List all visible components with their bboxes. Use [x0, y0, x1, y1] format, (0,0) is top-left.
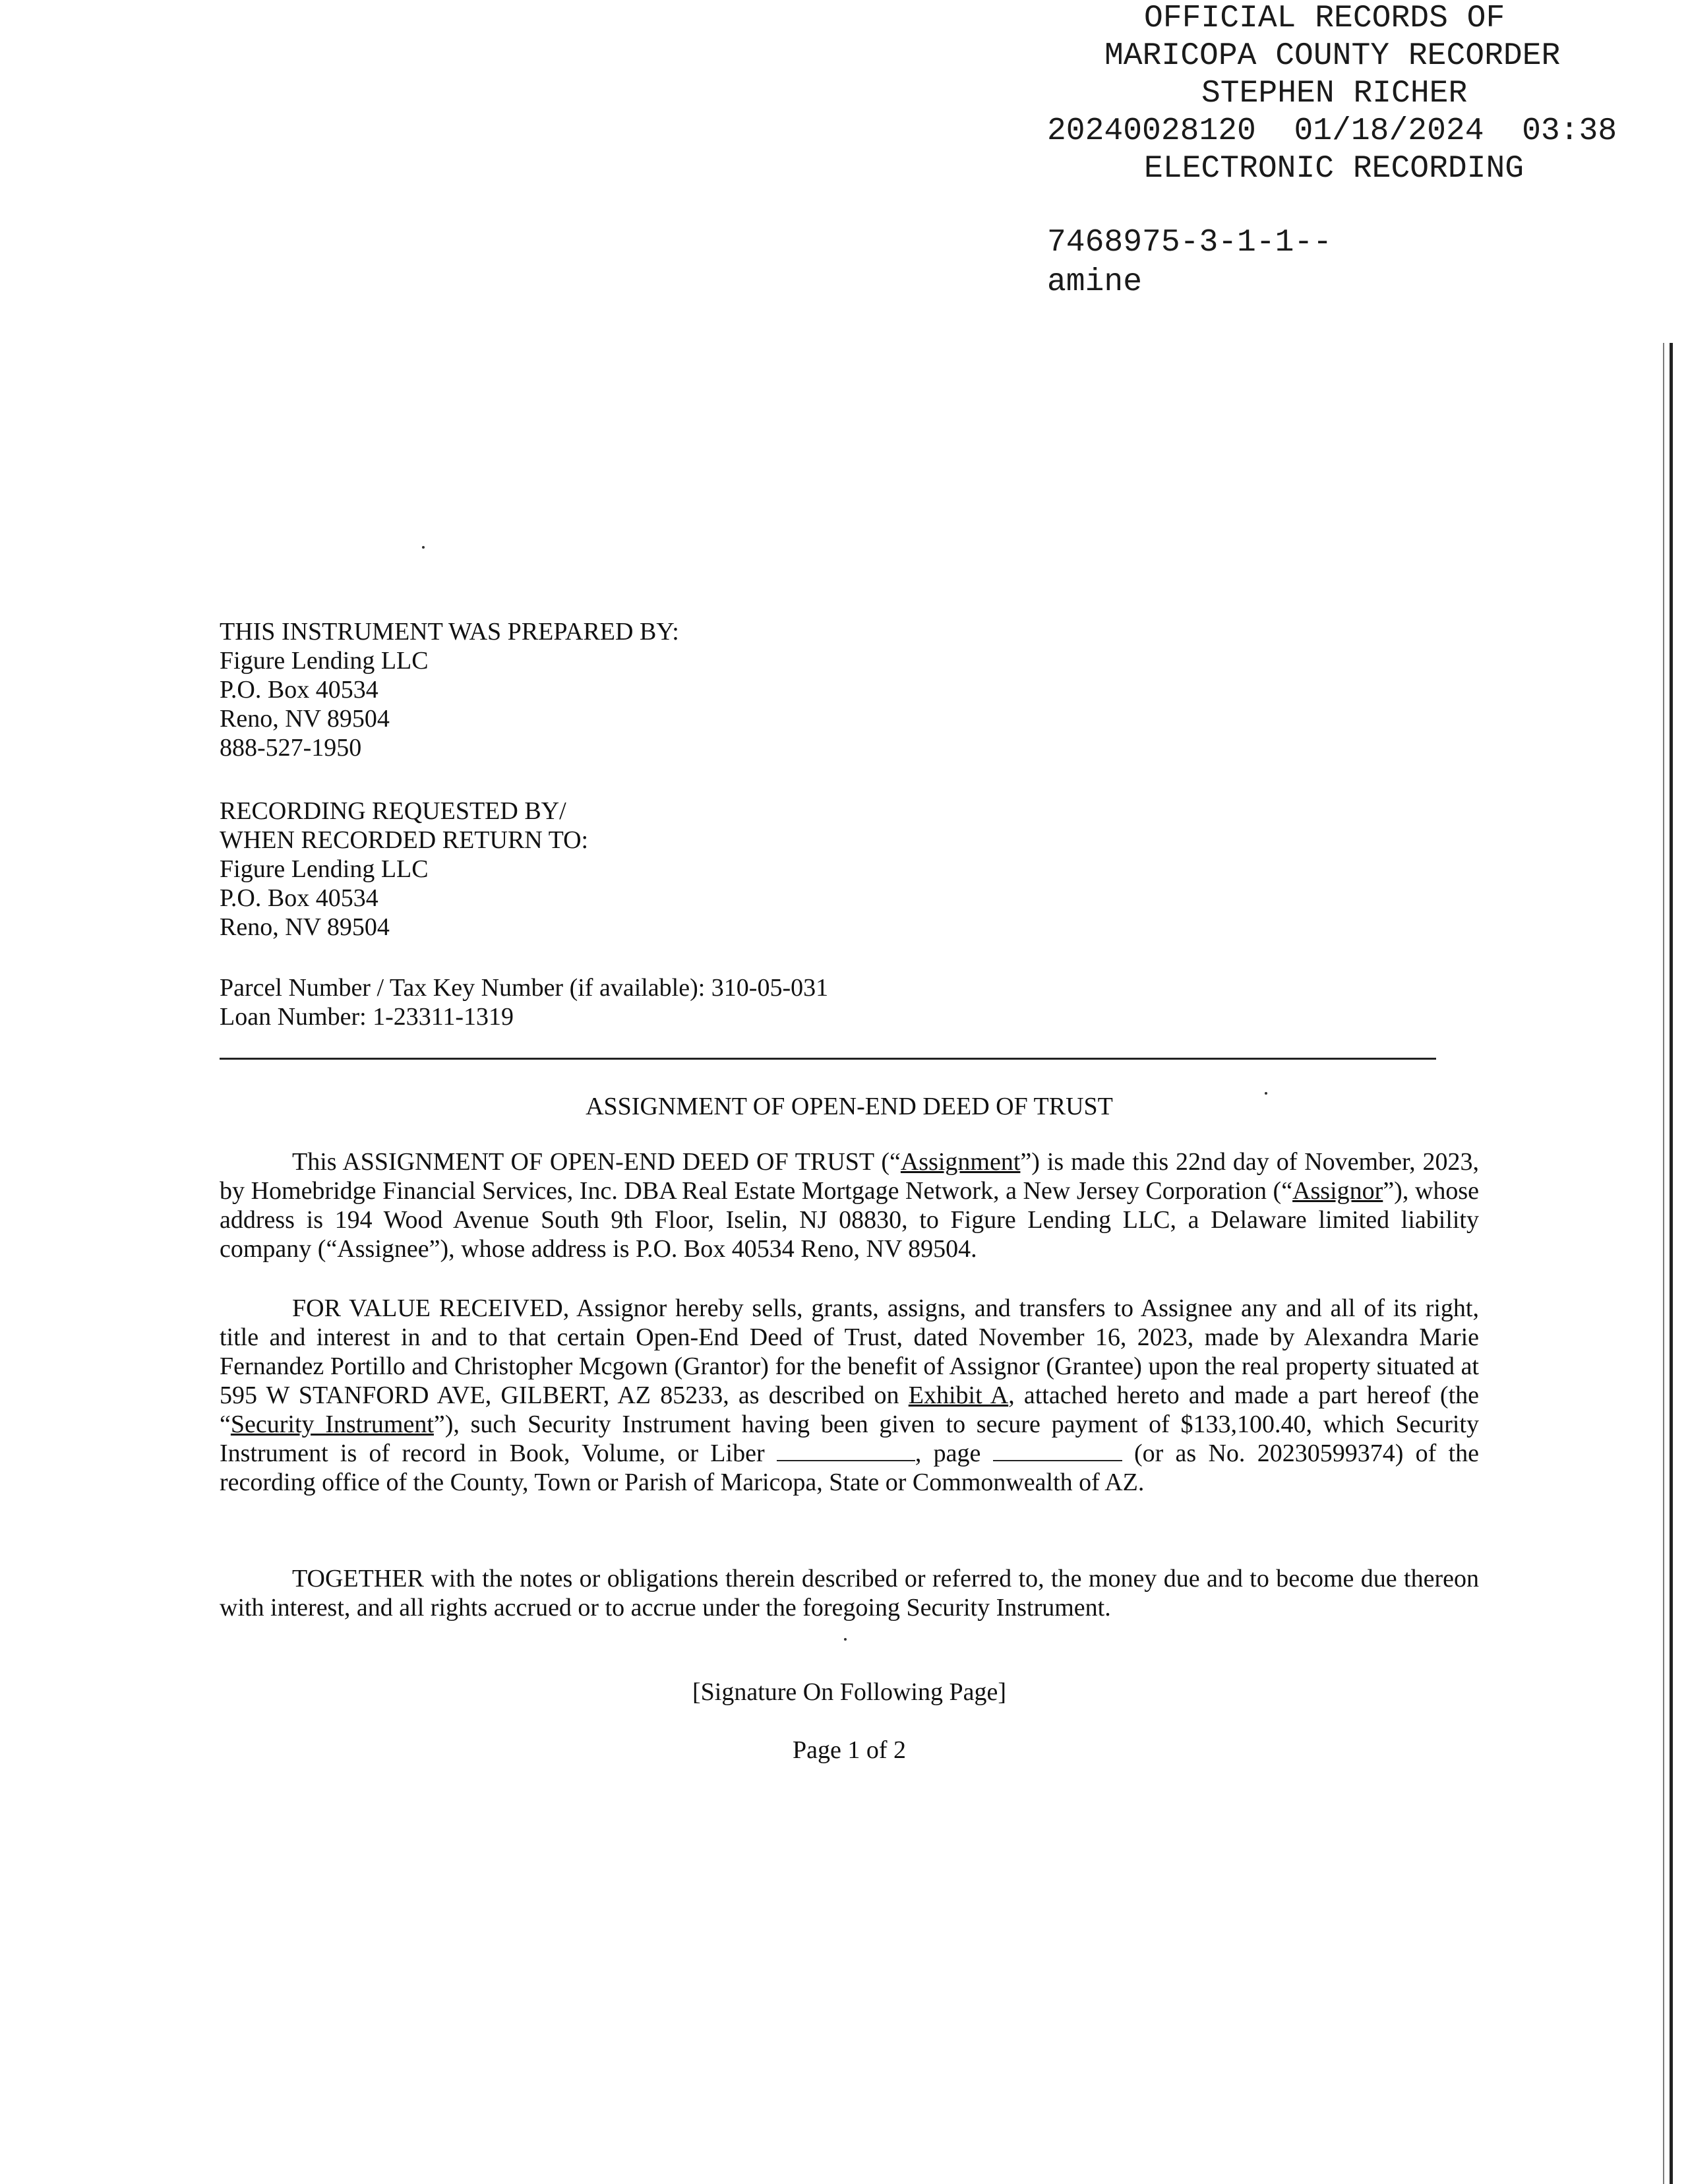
- prepared-by-heading: THIS INSTRUMENT WAS PREPARED BY:: [220, 618, 679, 646]
- paragraph-value-received: [220, 1294, 1479, 1497]
- recording-city: Reno, NV 89504: [220, 913, 390, 941]
- recording-heading-1: RECORDING REQUESTED BY/: [220, 797, 566, 825]
- prepared-by-city: Reno, NV 89504: [220, 705, 390, 733]
- parcel-number: Parcel Number / Tax Key Number (if available): 310-05-031: [220, 974, 829, 1002]
- scan-edge-line: [1663, 343, 1664, 2184]
- p1-term-assignment: Assignment: [900, 1148, 1021, 1176]
- stamp-line-official-records: OFFICIAL RECORDS OF: [1144, 1, 1505, 36]
- recording-requested-block: [220, 797, 1479, 942]
- document-title: ASSIGNMENT OF OPEN-END DEED OF TRUST: [586, 1093, 1113, 1120]
- stamp-ref-number: 7468975-3-1-1--: [1047, 225, 1333, 260]
- p1-text-b: ”) is made this 22nd day of November, 2023, by Homebridge Financial Services, Inc. DBA Real Estate Mortgage Network, a New Jersey Corporation (“: [220, 1148, 1479, 1205]
- p2-term-exhibit: Exhibit A: [908, 1381, 1009, 1409]
- scan-speck: [1265, 1092, 1267, 1095]
- recording-name: Figure Lending LLC: [220, 855, 429, 883]
- horizontal-divider: [220, 1058, 1436, 1060]
- p2-term-security-instrument: Security Instrument: [230, 1410, 434, 1438]
- p2-text-d: , page: [915, 1440, 993, 1467]
- recorder-stamp: [1029, 0, 1675, 188]
- stamp-user: amine: [1047, 264, 1143, 300]
- recording-heading-2: WHEN RECORDED RETURN TO:: [220, 826, 589, 854]
- paragraph-together: [220, 1564, 1479, 1622]
- stamp-line-county-recorder: MARICOPA COUNTY RECORDER: [1104, 38, 1561, 74]
- scan-speck: [844, 1638, 847, 1641]
- p2-text-a: FOR VALUE RECEIVED, Assignor hereby sells, grants, assigns, and transfers to Assignee any and all of its right, title and interest in and to that certain Open-End Deed of Trust, dated November 16, 2023, made by Alexandra Marie Fernandez Portillo and Christopher Mcgown (Grantor) for the benefit of Assignor (Grantee) upon the real property situated at 595 W STANFORD AVE, GILBERT, AZ 85233, as described on: [220, 1294, 1479, 1409]
- prepared-by-block: [220, 617, 1479, 762]
- p3-text: TOGETHER with the notes or obligations therein described or referred to, the money due and to become due thereon with interest, and all rights accrued or to accrue under the foregoing Security Instrument.: [220, 1565, 1479, 1622]
- page-number: Page 1 of 2: [792, 1736, 907, 1764]
- stamp-line-electronic-recording: ELECTRONIC RECORDING: [1144, 151, 1524, 187]
- stamp-line-recorder-name: STEPHEN RICHER: [1201, 76, 1468, 111]
- parcel-block: [220, 973, 1479, 1031]
- stamp-reference: [1047, 223, 1332, 302]
- p1-text-c: ”), whose address is 194 Wood Avenue South 9th Floor, Iselin, NJ 08830, to Figure Lending LLC, a Delaware limited liability company (“Assignee”), whose address is P.O. Box 40534 Reno, NV 89504.: [220, 1177, 1479, 1263]
- recording-po-box: P.O. Box 40534: [220, 884, 378, 912]
- prepared-by-po-box: P.O. Box 40534: [220, 676, 378, 704]
- p1-text-a: This ASSIGNMENT OF OPEN-END DEED OF TRUST (“: [292, 1148, 901, 1176]
- signature-note: [Signature On Following Page]: [692, 1678, 1006, 1706]
- p2-text-c: ”), such Security Instrument having been given to secure payment of $133,100.40, which Security Instrument is of record in Book, Volume, or Liber: [220, 1410, 1479, 1467]
- page-blank-line: [993, 1440, 1122, 1461]
- prepared-by-phone: 888-527-1950: [220, 734, 362, 762]
- scan-edge-line: [1670, 343, 1673, 2184]
- liber-blank-line: [777, 1440, 915, 1461]
- scan-speck: [422, 546, 425, 549]
- p2-text-e: (or as No. 20230599374) of the recording office of the County, Town or Parish of Maricopa, State or Commonwealth of AZ.: [220, 1440, 1480, 1496]
- prepared-by-name: Figure Lending LLC: [220, 647, 429, 675]
- loan-number: Loan Number: 1-23311-1319: [220, 1003, 514, 1031]
- p1-term-assignor: Assignor: [1292, 1177, 1383, 1205]
- paragraph-assignment: [220, 1147, 1479, 1263]
- p2-text-b: , attached hereto and made a part hereof (the “: [220, 1381, 1480, 1438]
- stamp-line-recording-number: 20240028120 01/18/2024 03:38: [1047, 113, 1617, 149]
